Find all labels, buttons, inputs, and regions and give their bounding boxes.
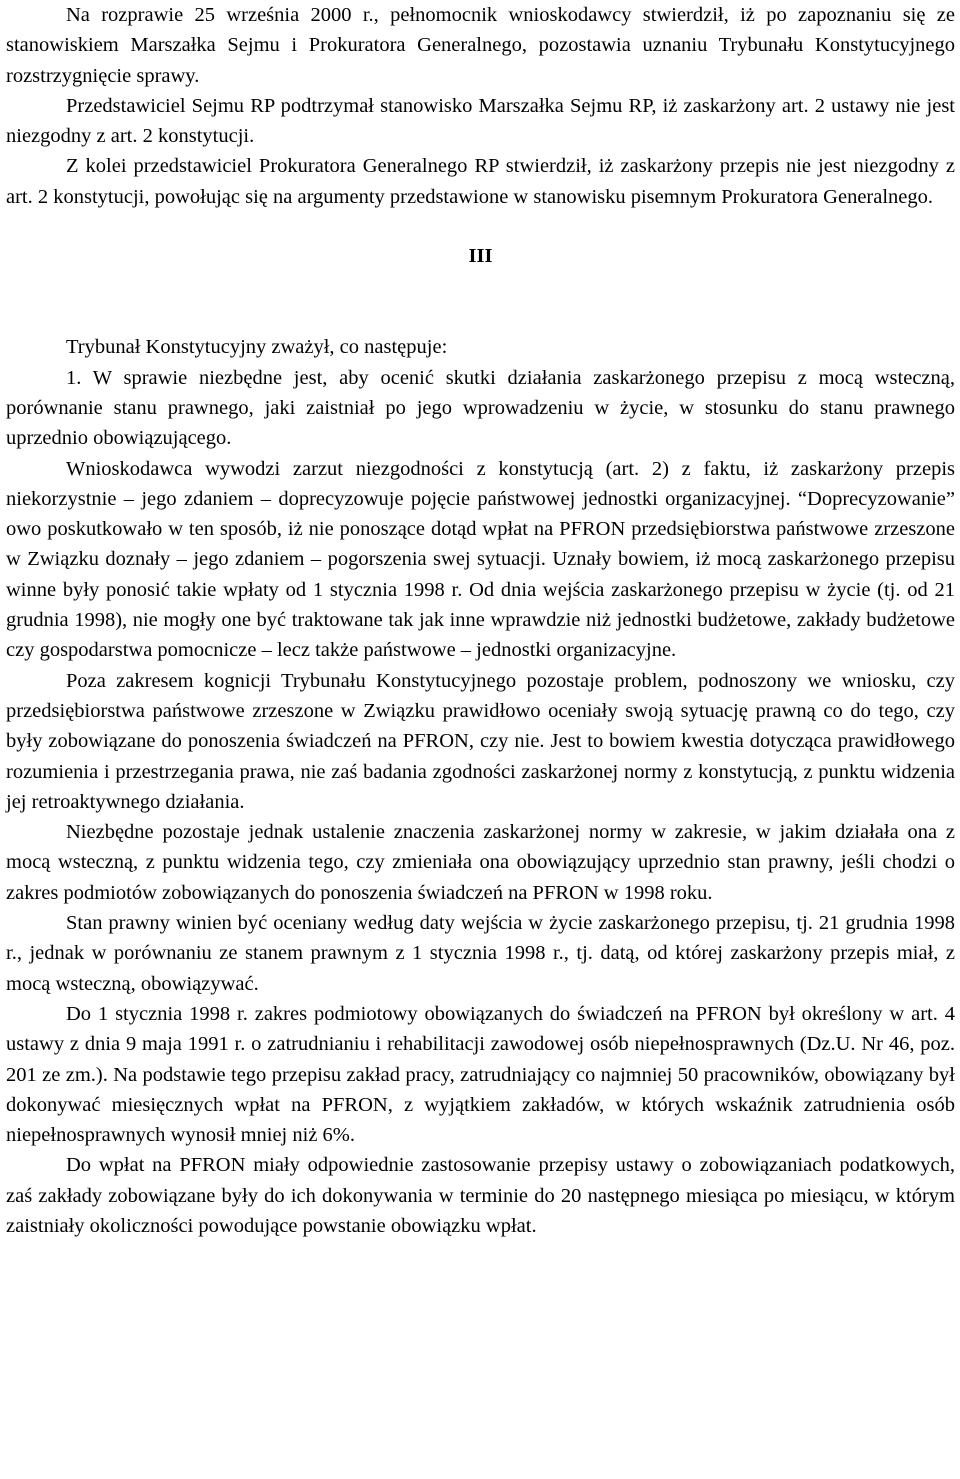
paragraph-legal-state: Stan prawny winien być oceniany według daty wejścia w życie zaskarżonego przepisu, tj. 21 grudnia 1998 r., jednak w porównaniu ze stanem prawnym z 1 stycznia 1998 r., tj. datą, od której zaskarżony przepis miał, z mocą wsteczną, obowiązywać. xyxy=(6,912,955,995)
paragraph-point-1: 1. W sprawie niezbędne jest, aby ocenić skutki działania zaskarżonego przepisu z mocą wsteczną, porównanie stanu prawnego, jaki zaistniał po jego wprowadzeniu w życie, w stosunku do stanu prawnego uprzednio obowiązującego. xyxy=(6,366,955,450)
paragraph-tax-obligations: Do wpłat na PFRON miały odpowiednie zastosowanie przepisy ustawy o zobowiązaniach podatkowych, zaś zakłady zobowiązane były do ich dokonywania w terminie do 20 następnego miesiąca po miesiącu, w którym zaistniały okoliczności powodujące powstanie obowiązku wpłat. xyxy=(6,1154,955,1237)
paragraph-applicant-claim: Wnioskodawca wywodzi zarzut niezgodności z konstytucją (art. 2) z faktu, iż zaskarżony przepis niekorzystnie – jego zdaniem – doprecyzowuje pojęcie państwowej jednostki organizacyjnej. “Doprecyzowanie” owo poskutkowało w ten sposób, iż nie ponoszące dotąd wpłat na PFRON przedsiębiorstwa państwowe zrzeszone w Związku doznały – jego zdaniem – pogorszenia swej sytuacji. Uznały bowiem, iż mocą zaskarżonego przepisu winne były ponosić takie wpłaty od 1 stycznia 1998 r. Od dnia wejścia zaskarżonego przepisu w życie (tj. od 21 grudnia 1998), nie mogły one być traktowane tak jak inne wprawdzie niż jednostki budżetowe, zakłady budżetowe czy gospodarstwa pomocnicze – lecz także państwowe – jednostki organizacyjne. xyxy=(6,457,955,662)
paragraph-prosecutor-representative: Z kolei przedstawiciel Prokuratora Generalnego RP stwierdził, iż zaskarżony przepis nie jest niezgodny z art. 2 konstytucji, powołując się na argumenty przedstawione w stanowisku pisemnym Prokuratora Generalnego. xyxy=(6,155,955,208)
document-page xyxy=(6,0,955,1241)
section-heading: III xyxy=(468,245,493,268)
paragraph-sejm-representative: Przedstawiciel Sejmu RP podtrzymał stanowisko Marszałka Sejmu RP, iż zaskarżony art. 2 ustawy nie jest niezgodny z art. 2 konstytucji. xyxy=(6,94,955,148)
paragraph-tribunal-considered: Trybunał Konstytucyjny zważył, co następuje: xyxy=(66,336,448,359)
paragraph-norm-meaning: Niezbędne pozostaje jednak ustalenie znaczenia zaskarżonej normy w zakresie, w jakim działała ona z mocą wsteczną, z punktu widzenia tego, czy zmieniała ona obowiązujący uprzednio stan prawny, jeśli chodzi o zakres podmiotów zobowiązanych do ponoszenia świadczeń na PFRON w 1998 roku. xyxy=(6,821,955,904)
paragraph-scope-before-1998: Do 1 stycznia 1998 r. zakres podmiotowy obowiązanych do świadczeń na PFRON był określony w art. 4 ustawy z dnia 9 maja 1991 r. o zatrudnianiu i rehabilitacji zawodowej osób niepełnosprawnych (Dz.U. Nr 46, poz. 201 ze zm.). Na podstawie tego przepisu zakład pracy, zatrudniający co najmniej 50 pracowników, obowiązany był dokonywać miesięcznych wpłat na PFRON, z wyjątkiem zakładów, w których wskaźnik zatrudnienia osób niepełnosprawnych wynosił mniej niż 6%. xyxy=(6,1002,955,1147)
paragraph-hearing: Na rozprawie 25 września 2000 r., pełnomocnik wnioskodawcy stwierdził, iż po zapoznaniu się ze stanowiskiem Marszałka Sejmu i Prokuratora Generalnego, pozostawia uznaniu Trybunału Konstytucyjnego rozstrzygnięcie sprawy. xyxy=(6,4,955,87)
paragraph-cognition-scope: Poza zakresem kognicji Trybunału Konstytucyjnego pozostaje problem, podnoszony we wniosku, czy przedsiębiorstwa państwowe zrzeszone w Związku prawidłowo oceniały swoją sytuację prawną co do tego, czy były zobowiązane do ponoszenia świadczeń na PFRON, czy nie. Jest to bowiem kwestia dotycząca prawidłowego rozumienia i przestrzegania prawa, nie zaś badania zgodności zaskarżonej normy z konstytucją, z punktu widzenia jej retroaktywnego działania. xyxy=(6,669,955,813)
